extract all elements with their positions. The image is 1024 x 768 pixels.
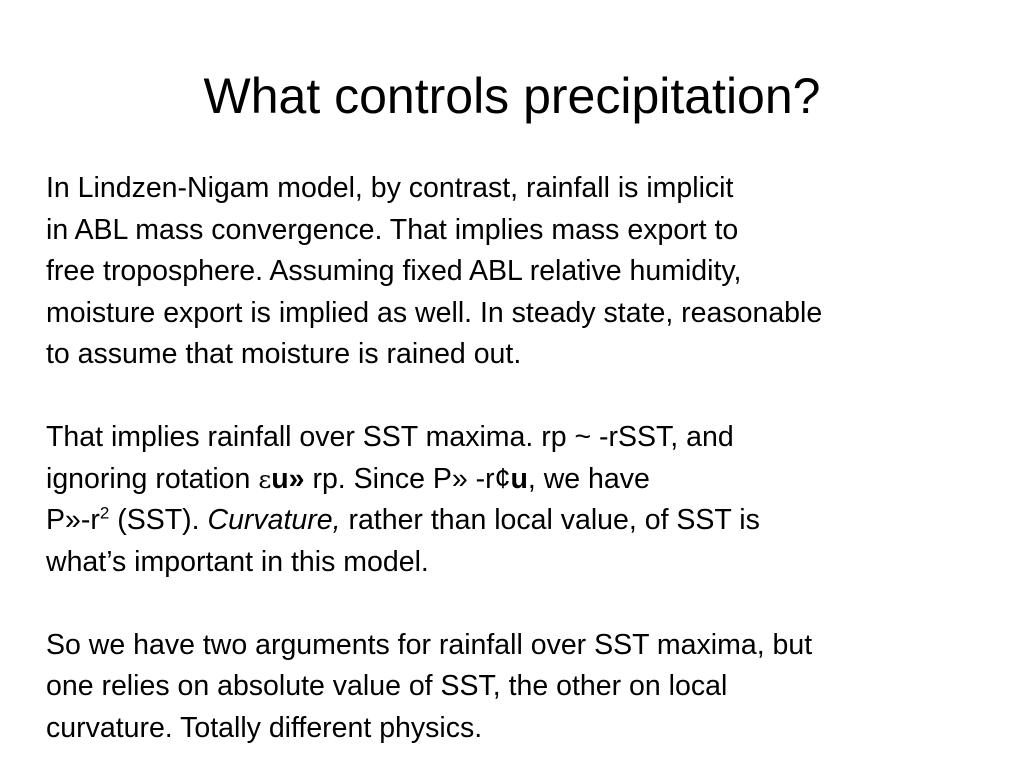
body-line-curvature [46, 500, 1016, 542]
body-line-rotation [46, 459, 1016, 501]
body-line: In Lindzen-Nigam model, by contrast, rainfall is implicit [46, 172, 734, 204]
slide-title: What controls precipitation? [203, 68, 821, 124]
text-segment: rather than local value, of SST is [340, 504, 760, 536]
text-segment: (SST). [109, 504, 208, 536]
bold-u-symbol: u [510, 462, 528, 495]
bold-u-symbol: u» [271, 462, 305, 495]
body-line: in ABL mass convergence. That implies mass export to [46, 213, 739, 246]
body-line: moisture export is implied as well. In steady state, reasonable [46, 296, 823, 329]
epsilon-symbol: ε [258, 464, 272, 494]
text-segment: rp. Since P» -r¢ [304, 462, 511, 495]
paragraph-gap [46, 376, 1016, 418]
italic-emphasis: Curvature, [207, 504, 341, 536]
text-segment: , we have [527, 462, 650, 495]
body-line: free troposphere. Assuming fixed ABL relative humidity, [46, 255, 742, 287]
slide-body [46, 168, 1016, 749]
paragraph-sst-maxima [46, 417, 1016, 583]
text-segment: P»-r [46, 504, 100, 536]
body-line: curvature. Totally different physics. [46, 711, 483, 744]
body-line: one relies on absolute value of SST, the other on local [46, 670, 728, 702]
paragraph-gap [46, 583, 1016, 625]
body-line: to assume that moisture is rained out. [46, 338, 522, 370]
superscript: 2 [99, 503, 110, 523]
paragraph-two-arguments [46, 625, 1016, 750]
paragraph-lindzen-nigam [46, 168, 1016, 376]
body-line: That implies rainfall over SST maxima. rp ~ -rSST, and [46, 421, 734, 453]
body-line: So we have two arguments for rainfall over SST maxima, but [46, 628, 813, 661]
body-line: what’s important in this model. [46, 545, 429, 578]
text-segment: ignoring rotation [46, 462, 259, 495]
